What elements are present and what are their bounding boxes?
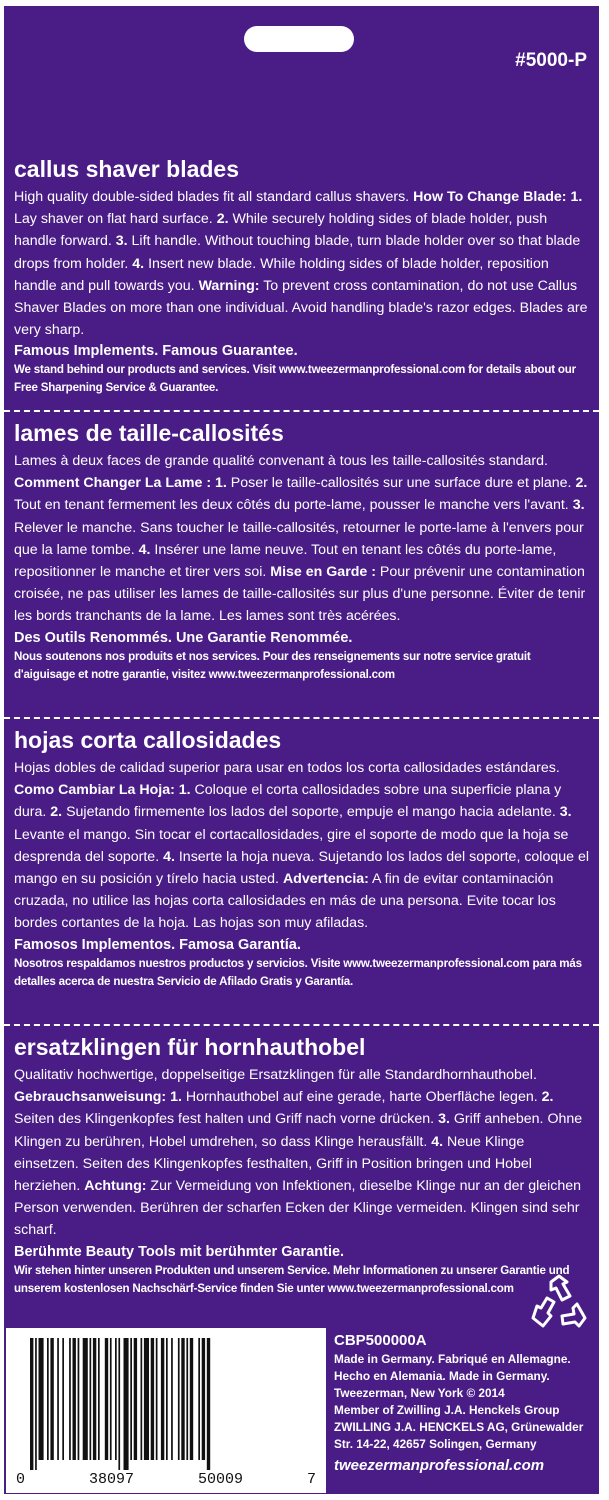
barcode-digit-group: 7 [306,1471,316,1488]
website-url: tweezermanprofessional.com [334,1457,545,1474]
divider [4,1024,599,1026]
barcode-bar [30,1338,33,1470]
barcode-bar [207,1338,210,1470]
divider [4,410,599,412]
barcode-bar [186,1338,188,1460]
barcode-bar [35,1338,37,1470]
barcode [6,1328,326,1493]
section-guarantee: Famous Implements. Famous Guarantee. [14,343,298,360]
barcode-bar [83,1338,88,1460]
section-french [4,420,599,684]
section-title: callus shaver blades [14,156,240,182]
section-body: Hojas dobles de calidad superior para usar en todos los corta callosidades estándares. Como Cambiar La Hoja: 1. Coloque el corta callosidades sobre una superficie plana y dura. 2. Sujetando firmemente los lados del soporte, empuje el mango hacia adelante. 3. Levante el mango. Sin tocar el cortacallosidades, gire el soporte de modo que la hoja se desprenda del soporte. 4. Inserte la hoja nueva. Sujetando los lados del soporte, coloque el mango en su posición y tírelo hacia usted. Advertencia: A fin de evitar contaminación cruzada, no utilice las hojas corta callosidades en más de una persona. Evite tocar los bordes cortantes de la hoja. Las hojas son muy afiladas. [14,760,590,932]
barcode-bar [166,1338,168,1460]
section-service: Wir stehen hinter unseren Produkten und unserem Service. Mehr Informationen zu unserer Garantie und unserem kostenlosen Nachschärf-Service finden Sie unter www.tweezermanprofessional.com [14,1263,570,1295]
section-body: Lames à deux faces de grande qualité convenant à tous les taille-callosités standard. Comment Changer La Lame : 1. Poser le taille-callosités sur une surface dure et plane. 2. Tout en tenant fermement les deux côtés du porte-lame, pousser le manche vers l'avant. 3. Relever le manche. Sans toucher le taille-callosités, retourner le porte-lame à l'envers pour que la lame tombe. 4. Insérer une lame neuve. Tout en tenant les côtés du porte-lame, repositionner le manche et tirer vers soi. Mise en Garde : Pour prévenir une contamination croisée, ne pas utiliser les lames de taille-callosités sur plus d'une personne. Éviter de tenir les bords tranchants de la lame. Les lames sont très acérées. [14,453,588,625]
barcode-bar [156,1338,158,1460]
barcode-bar [78,1338,80,1460]
section-service: Nous soutenons nos produits et nos services. Pour des renseignements sur notre service gratuit d'aiguisage et notre garantie, visitez www.tweezermanprofessional.com [14,649,531,681]
hang-hole [244,26,354,52]
barcode-digit-group: 0 [16,1471,26,1488]
section-guarantee: Famosos Implementos. Famosa Garantía. [14,936,301,953]
info-line: ZWILLING J.A. HENCKELS AG, Grünewalder [334,1420,584,1434]
section-title: ersatzklingen für hornhauthobel [14,1034,366,1060]
barcode-bar [178,1338,180,1460]
barcode-bar [134,1338,137,1460]
recycle-icon [529,1274,589,1332]
section-title: lames de taille-callosités [14,420,284,446]
packaging-card [4,6,599,1494]
barcode-bar [161,1338,164,1460]
section-body: Qualitativ hochwertige, doppelseitige Ersatzklingen für alle Standardhornhauthobel. Gebrauchsanweisung: 1. Hornhauthobel auf eine gerade, harte Oberfläche legen. 2. Seiten des Klingenkopfes fest halten und Griff nach vorne drücken. 3. Griff anheben. Ohne Klingen zu berühren, Hobel umdrehen, so dass Klinge herausfällt. 4. Neue Klinge einsetzen. Seiten des Klingenkopfes festhalten, Griff in Position bringen und Hobel herziehen. Achtung: Zur Vermeidung von Infektionen, dieselbe Klinge nur an der gleichen Person verwenden. Berühren der scharfen Ecken der Klinge vermeiden. Klingen sind sehr scharf. [14,1067,583,1239]
section-german [4,1034,599,1298]
barcode-bar [181,1338,184,1460]
section-english [4,156,599,397]
barcode-bar [47,1338,49,1460]
barcode-bars [26,1338,306,1470]
section-title: hojas corta callosidades [14,727,282,753]
barcode-bar [93,1338,96,1460]
barcode-digit-group: 50009 [197,1471,243,1488]
product-code: CBP500000A [334,1332,427,1349]
manufacturer-info [334,1331,599,1477]
barcode-bar [98,1338,100,1460]
info-line: Hecho en Alemania. Made in Germany. [334,1369,550,1383]
info-line: Member of Zwilling J.A. Henckels Group [334,1403,560,1417]
barcode-bar [130,1338,132,1460]
barcode-bar [118,1338,120,1470]
barcode-bar [57,1338,59,1460]
section-service: Nosotros respaldamos nuestros productos y servicios. Visite www.tweezermanprofessional.com para más detalles acerca de nuestra Servicio de Afilado Gratis y Garantía. [14,956,582,988]
barcode-bar [115,1338,117,1460]
divider [4,717,599,719]
info-line: Made in Germany. Fabriqué en Allemagne. [334,1352,571,1366]
barcode-bar [124,1338,129,1470]
barcode-bar [190,1338,193,1460]
section-body: High quality double-sided blades fit all standard callus shavers. How To Change Blade: 1. Lay shaver on flat hard surface. 2. While securely holding sides of blade holder, push handle forward. 3. Lift handle. Without touching blade, turn blade holder over so that blade drops from holder. 4. Insert new blade. While holding sides of blade holder, reposition handle and pull towards you. Warning: To prevent cross contamination, do not use Callus Shaver Blades on more than one individual. Avoid handling blade's razor edges. Blades are very sharp. [14,189,588,339]
barcode-bar [141,1338,143,1460]
section-spanish [4,727,599,991]
barcode-bar [110,1338,112,1460]
barcode-bar [73,1338,76,1460]
barcode-bar [39,1338,44,1460]
info-line: Tweezerman, New York © 2014 [334,1386,505,1400]
barcode-bar [62,1338,64,1460]
barcode-bar [69,1338,71,1460]
barcode-digit-group: 38097 [88,1471,134,1488]
section-guarantee: Des Outils Renommés. Une Garantie Renommée. [14,629,353,646]
barcode-digits [16,1471,316,1488]
section-guarantee: Berühmte Beauty Tools mit berühmter Garantie. [14,1243,345,1260]
barcode-bar [144,1338,149,1460]
barcode-bar [105,1338,108,1460]
barcode-bar [171,1338,173,1460]
barcode-bar [202,1338,205,1460]
barcode-bar [90,1338,92,1460]
part-number: #5000-P [515,50,587,71]
info-line: Str. 14-22, 42657 Solingen, Germany [334,1437,537,1451]
barcode-bar [198,1338,200,1460]
barcode-bar [50,1338,53,1460]
section-service: We stand behind our products and services. Visit www.tweezermanprofessional.com for details about our Free Sharpening Service & Guarantee. [14,363,576,395]
barcode-bar [151,1338,154,1460]
